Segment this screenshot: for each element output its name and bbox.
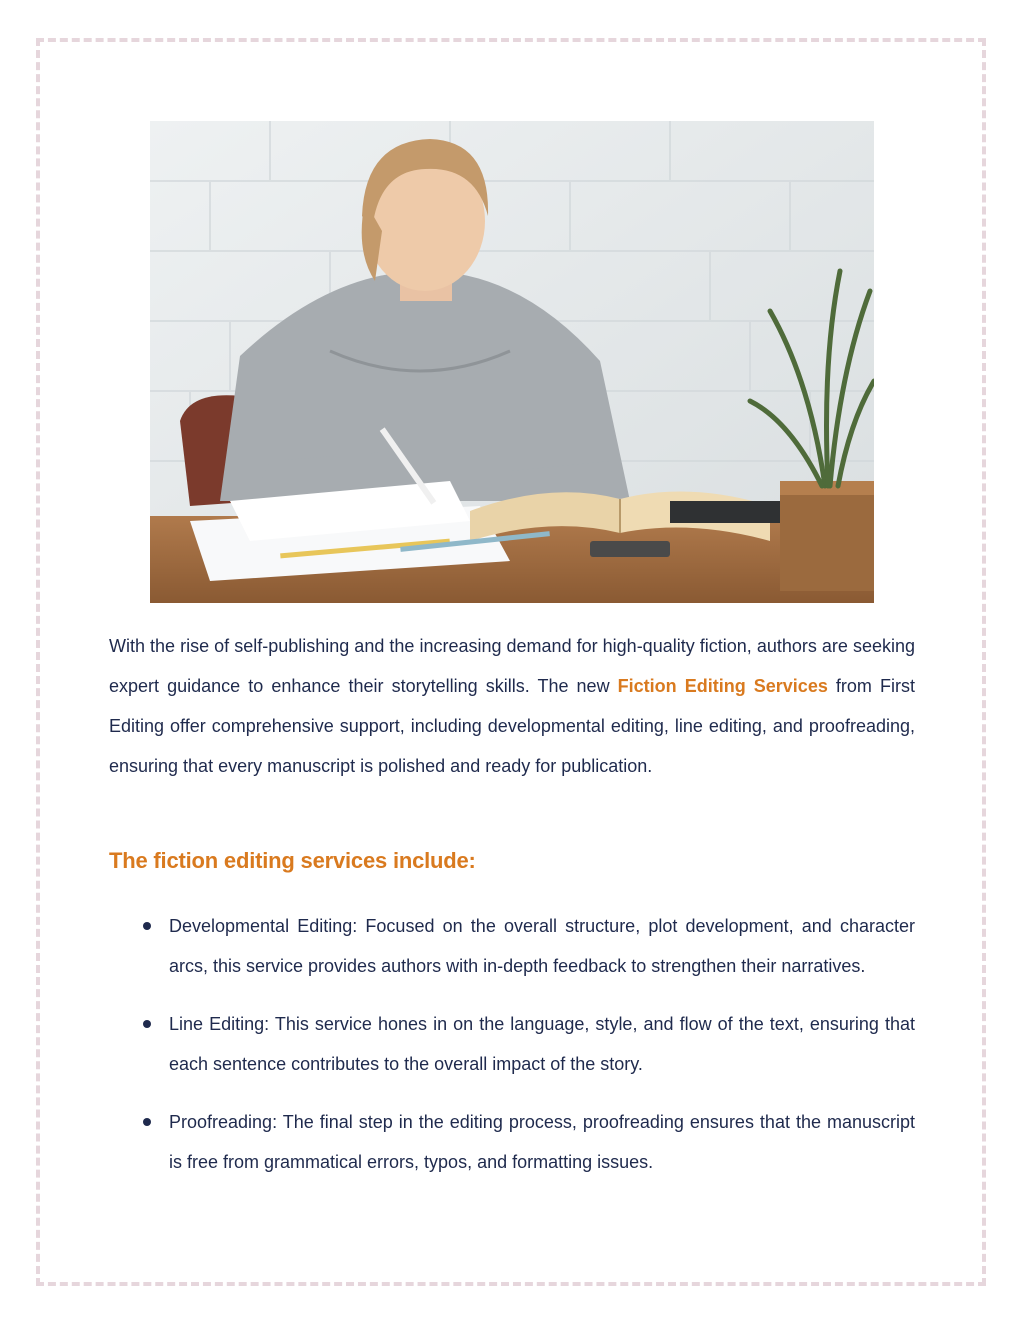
bullet-icon: [143, 1020, 151, 1028]
bullet-icon: [143, 922, 151, 930]
intro-paragraph: [109, 626, 915, 786]
service-text: Proofreading: The final step in the editing process, proofreading ensures that the manuscript is free from grammatical errors, typos, and formatting issues.: [169, 1112, 915, 1172]
service-text: Line Editing: This service hones in on the language, style, and flow of the text, ensuring that each sentence contributes to the overall impact of the story.: [169, 1014, 915, 1074]
list-item: [109, 906, 915, 986]
fiction-editing-services-link[interactable]: Fiction Editing Services: [617, 676, 828, 696]
list-item: [109, 1102, 915, 1182]
section-heading: The fiction editing services include:: [109, 848, 476, 873]
intro-text-after: from First Editing offer comprehensive support, including developmental editing, line editing, and proofreading, ensuring that every manuscript is polished and ready for publication.: [109, 676, 915, 776]
services-list: [109, 906, 915, 1200]
bullet-icon: [143, 1118, 151, 1126]
writer-photo: [150, 121, 874, 603]
intro-text-before: With the rise of self-publishing and the increasing demand for high-quality fiction, authors are seeking expert guidance to enhance their storytelling skills. The new: [109, 636, 915, 696]
writer-photo-illustration: [150, 121, 874, 603]
list-item: [109, 1004, 915, 1084]
service-text: Developmental Editing: Focused on the overall structure, plot development, and character arcs, this service provides authors with in-depth feedback to strengthen their narratives.: [169, 916, 915, 976]
